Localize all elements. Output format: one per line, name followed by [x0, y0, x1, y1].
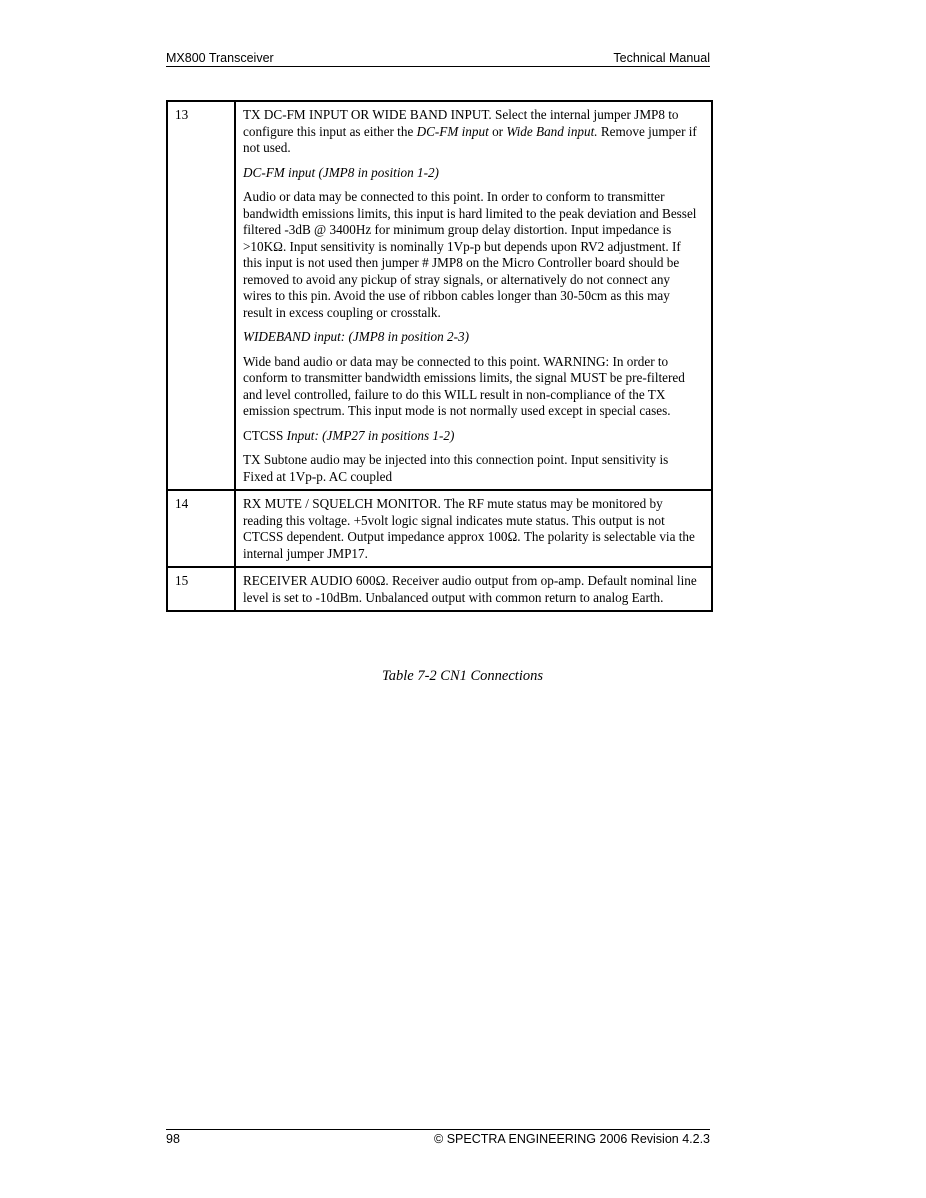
header-document-title: MX800 Transceiver	[166, 51, 274, 65]
pin-number-cell: 14	[167, 490, 235, 567]
description-paragraph	[243, 428, 701, 445]
description-paragraph	[243, 496, 701, 562]
text-run: TX Subtone audio may be injected into this connection point. Input sensitivity is Fixed at 1Vp-p. AC coupled	[243, 452, 669, 484]
italic-text: WIDEBAND input: (JMP8 in position 2-3)	[243, 329, 469, 344]
table-row	[167, 101, 712, 490]
table-row	[167, 490, 712, 567]
description-cell	[235, 490, 712, 567]
description-paragraph	[243, 189, 701, 321]
text-run: or	[488, 123, 507, 139]
description-cell	[235, 101, 712, 490]
page-number: 98	[166, 1132, 180, 1146]
table-caption: Table 7-2 CN1 Connections	[382, 668, 543, 684]
page-footer	[166, 1129, 710, 1146]
text-run: CTCSS	[243, 427, 287, 443]
header-manual-type: Technical Manual	[613, 51, 710, 65]
italic-text: Wide Band input.	[506, 123, 598, 139]
text-run: Remove jumper if not used.	[243, 123, 697, 155]
text-run: Wide band audio or data may be connected to this point. WARNING: In order to conform to transmitter bandwidth emissions limits, the signal MUST be pre-filtered and level controlled, failure to do this WILL result in non-compliance of the TX emission spectrum. This input mode is not normally used except in special cases.	[243, 353, 685, 418]
italic-text: Input: (JMP27 in positions 1-2)	[286, 427, 455, 443]
copyright-notice: © SPECTRA ENGINEERING 2006 Revision 4.2.3	[434, 1132, 710, 1146]
description-paragraph	[243, 452, 701, 485]
text-run: Audio or data may be connected to this point. In order to conform to transmitter bandwidth emissions limits, this input is hard limited to the peak deviation and Bessel filtered -3dB @ 3400Hz for minimum group delay distortion. Input impedance is >10KΩ. Input sensitivity is nominally 1Vp-p but depends upon RV2 adjustment. If this input is not used then jumper # JMP8 on the Micro Controller board should be removed to avoid any pickup of stray signals, or alternatively do not connect any wires to this pin. Avoid the use of ribbon cables longer than 30-50cm as this may result in excess coupling or crosstalk.	[243, 189, 697, 320]
description-paragraph	[243, 354, 701, 420]
pin-number-cell: 15	[167, 567, 235, 611]
description-paragraph	[243, 165, 701, 182]
italic-text: DC-FM input (JMP8 in position 1-2)	[243, 164, 439, 180]
description-paragraph	[243, 573, 701, 606]
table-body	[167, 101, 712, 611]
table-row	[167, 567, 712, 611]
text-run: RX MUTE / SQUELCH MONITOR. The RF mute status may be monitored by reading this voltage. +5volt logic signal indicates mute status. This output is not CTCSS dependent. Output impedance approx 100Ω. The polarity is selectable via the internal jumper JMP17.	[243, 496, 695, 561]
italic-text: DC-FM input	[416, 123, 489, 139]
connections-table	[166, 100, 713, 612]
text-run: RECEIVER AUDIO 600Ω. Receiver audio output from op-amp. Default nominal line level is set to -10dBm. Unbalanced output with common return to analog Earth.	[243, 573, 697, 605]
pin-number-cell: 13	[167, 101, 235, 490]
description-paragraph	[243, 107, 701, 157]
description-paragraph	[243, 329, 701, 346]
text-run: TX DC-FM INPUT OR WIDE BAND INPUT. Select the internal jumper JMP8 to configure this input as either the	[243, 107, 679, 139]
page-header	[166, 51, 710, 67]
description-cell	[235, 567, 712, 611]
